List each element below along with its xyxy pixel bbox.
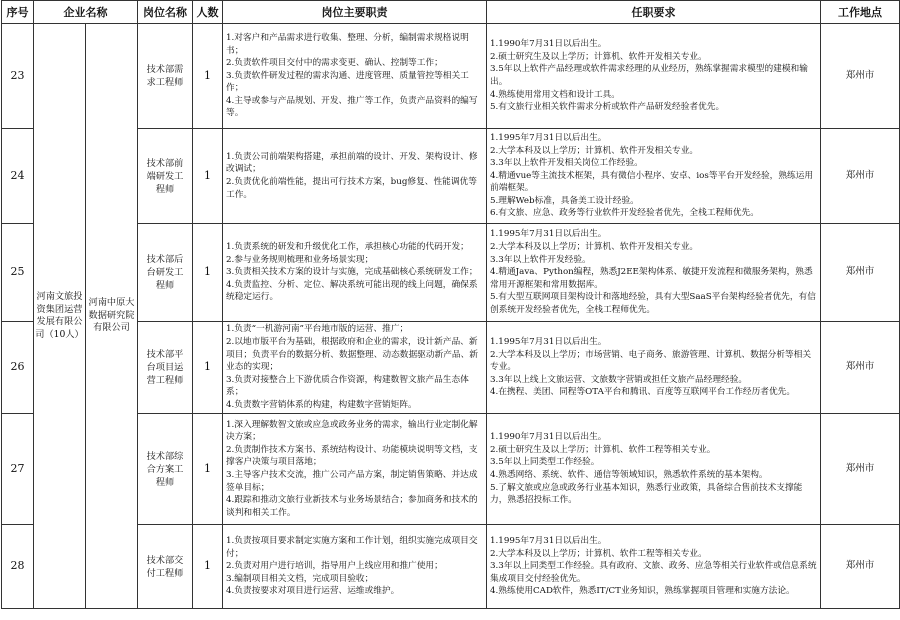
work-location: 郑州市 [821,322,900,414]
work-location: 郑州市 [821,129,900,224]
requirement-item: 4.熟练使用CAD软件，熟悉IT/CT业务知识，熟练掌握项目管理和实施方法论。 [490,586,795,597]
requirement-item: 3.3年以上软件开发经验。 [490,254,591,265]
duty-item: 2.负责软件项目交付中的需求变更、确认、控制等工作； [226,58,443,69]
duty-item: 1.对客户和产品需求进行收集、整理、分析，编制需求规格说明书； [226,32,469,56]
position-name: 技术部平台项目运营工程师 [138,322,193,414]
duty-item: 3.负责软件研发过程的需求沟通、进度管理、质量管控等相关工作； [226,70,469,94]
duty-item: 1.负责系统的研发和升级优化工作，承担核心功能的代码开发； [226,242,469,253]
duty-item: 4.负责数字营销体系的构建，构建数字营销矩阵。 [226,399,417,410]
job-table [1,0,900,609]
duty-item: 1.负责“一机游河南”平台地市版的运营、推广； [226,324,409,335]
position-name: 技术部需求工程师 [138,24,193,129]
requirement-item: 1.1990年7月31日以后出生。 [490,432,607,443]
duty-item: 4.跟踪和推动文旅行业新技术与业务场景结合；参加商务和技术的谈判和相关工作。 [226,495,478,518]
header-duties: 岗位主要职责 [223,1,487,24]
requirement-item: 1.1990年7月31日以后出生。 [490,39,607,50]
requirement-item: 5.有文旅行业相关软件需求分析或软件产品研发经验者优先。 [490,102,725,113]
duty-item: 1.深入理解数智文旅或应急或政务业务的需求，输出行业定制化解决方案； [226,419,478,443]
headcount: 1 [193,224,223,322]
requirement-item: 5.有大型互联网项目架构设计和落地经验，具有大型SaaS平台架构经验者优先，有信创系统开发经验者优先，全栈工程师优先。 [490,292,816,315]
position-name: 技术部交付工程师 [138,525,193,609]
headcount: 1 [193,414,223,525]
header-company: 企业名称 [34,1,138,24]
requirement-item: 2.大学本科及以上学历；市场营销、电子商务、旅游管理、计算机、数据分析等相关专业。 [490,349,812,373]
row-number: 27 [2,414,34,525]
work-location: 郑州市 [821,525,900,609]
header-location: 工作地点 [821,1,900,24]
requirement-item: 2.大学本科及以上学历；计算机、软件开发相关专业。 [490,242,699,253]
company-name: 河南中原大数据研究院有限公司 [86,24,138,609]
header-requirements: 任职要求 [487,1,821,24]
header-count: 人数 [193,1,223,24]
requirement-item: 4.精通vue等主流技术框架，具有微信小程序、安卓、ios等平台开发经验，熟练运用前端框架。 [490,170,814,194]
requirement-item: 5.理解Web标准，具备美工设计经验。 [490,195,639,206]
requirement-item: 4.熟练使用常用文档和设计工具。 [490,89,620,100]
requirement-item: 1.1995年7月31日以后出生。 [490,337,607,348]
position-name: 技术部后台研发工程师 [138,224,193,322]
row-number: 24 [2,129,34,224]
requirements-cell [487,322,821,414]
headcount: 1 [193,322,223,414]
duty-item: 1.负责公司前端架构搭建，承担前端的设计、开发、架构设计、修改调试； [226,151,478,175]
duties-cell [223,129,487,224]
requirement-item: 4.精通Java、Python编程，熟悉J2EE架构体系、敏捷开发流程和微服务架构，熟悉常用开源框架和常用数据库。 [490,267,813,290]
requirement-item: 5.了解文旅或应急或政务行业基本知识，熟悉行业政策，具备综合售前技术支撑能力，熟悉招投标工作。 [490,482,803,506]
requirement-item: 4.在携程、美团、同程等OTA平台和腾讯、百度等互联网平台工作经历者优先。 [490,387,796,398]
duty-item: 3.主导客户技术交流，推广公司产品方案，制定销售策略、并达成签单目标； [226,470,478,493]
requirement-item: 3.3年以上线上文旅运营、文旅数字营销或担任文旅产品经理经验。 [490,374,748,385]
work-location: 郑州市 [821,24,900,129]
work-location: 郑州市 [821,414,900,525]
duties-cell [223,322,487,414]
header-position: 岗位名称 [138,1,193,24]
requirement-item: 3.3年以上软件开发相关岗位工作经验。 [490,158,643,169]
requirement-item: 2.硕士研究生及以上学历；计算机、软件工程等相关专业。 [490,444,716,455]
requirements-cell [487,129,821,224]
duty-item: 3.编制项目相关文档，完成项目验收； [226,573,374,584]
row-number: 23 [2,24,34,129]
row-number: 28 [2,525,34,609]
duties-cell [223,24,487,129]
requirement-item: 4.熟悉网络、系统、软件、通信等领域知识，熟悉软件系统的基本架构。 [490,470,768,480]
duty-item: 2.参与业务规则梳理和业务场景实现； [226,254,374,265]
header-row [2,1,900,24]
requirement-item: 3.5年以上同类型工作经验。 [490,457,600,468]
group-name: 河南文旅投资集团运营发展有限公司（10人） [34,24,86,609]
duties-cell [223,224,487,322]
duty-item: 2.以地市版平台为基础，根据政府和企业的需求，设计新产品、新项目；负责平台的数据分析、数据整理、动态数据驱动新产品、新业态的实现； [226,337,478,373]
row-number: 25 [2,224,34,322]
requirements-cell [487,24,821,129]
duty-item: 1.负责按项目要求制定实施方案和工作计划，组织实施完成项目交付； [226,536,478,559]
requirement-item: 1.1995年7月31日以后出生。 [490,536,607,547]
duty-item: 4.主导或参与产品规划、开发、推广等工作，负责产品资料的编写等。 [226,95,478,119]
position-name: 技术部综合方案工程师 [138,414,193,525]
headcount: 1 [193,24,223,129]
requirement-item: 1.1995年7月31日以后出生。 [490,132,607,143]
requirement-item: 3.5年以上软件产品经理或软件需求经理的从业经历，熟练掌握需求模型的建模和输出。 [490,64,808,87]
requirement-item: 1.1995年7月31日以后出生。 [490,229,607,240]
requirements-cell [487,224,821,322]
duties-cell [223,525,487,609]
duty-item: 2.负责优化前端性能，提出可行技术方案，bug修复、性能调优等工作。 [226,177,477,200]
headcount: 1 [193,525,223,609]
requirement-item: 3.3年以上同类型工作经验。具有政府、文旅、政务、应急等相关行业软件或信息系统集成项目交付经验优先。 [490,561,817,584]
duty-item: 3.负责对接整合上下游优质合作资源，构建数智文旅产品生态体系； [226,374,469,398]
work-location: 郑州市 [821,224,900,322]
headcount: 1 [193,129,223,224]
duties-cell [223,414,487,525]
requirement-item: 2.大学本科及以上学历；计算机、软件工程等相关专业。 [490,548,707,559]
requirement-item: 2.大学本科及以上学历；计算机、软件开发相关专业。 [490,145,699,156]
requirements-cell [487,414,821,525]
position-name: 技术部前端研发工程师 [138,129,193,224]
requirements-cell [487,525,821,609]
duty-item: 4.负责按要求对项目进行运营、运维或维护。 [226,586,400,597]
duty-item: 3.负责相关技术方案的设计与实施，完成基础核心系统研发工作； [226,267,478,278]
requirement-item: 6.有文旅、应急、政务等行业软件开发经验者优先，全栈工程师优先。 [490,208,759,219]
table-row [2,24,900,129]
row-number: 26 [2,322,34,414]
duty-item: 2.负责对用户进行培训，指导用户上线应用和推广使用； [226,561,443,572]
duty-item: 4.负责监控、分析、定位、解决系统可能出现的线上问题，确保系统稳定运行。 [226,279,478,303]
header-no: 序号 [2,1,34,24]
requirement-item: 2.硕士研究生及以上学历；计算机、软件开发相关专业。 [490,51,707,62]
duty-item: 2.负责制作技术方案书、系统结构设计、功能模块说明等文档，支撑客户决策与项目落地； [226,444,478,468]
